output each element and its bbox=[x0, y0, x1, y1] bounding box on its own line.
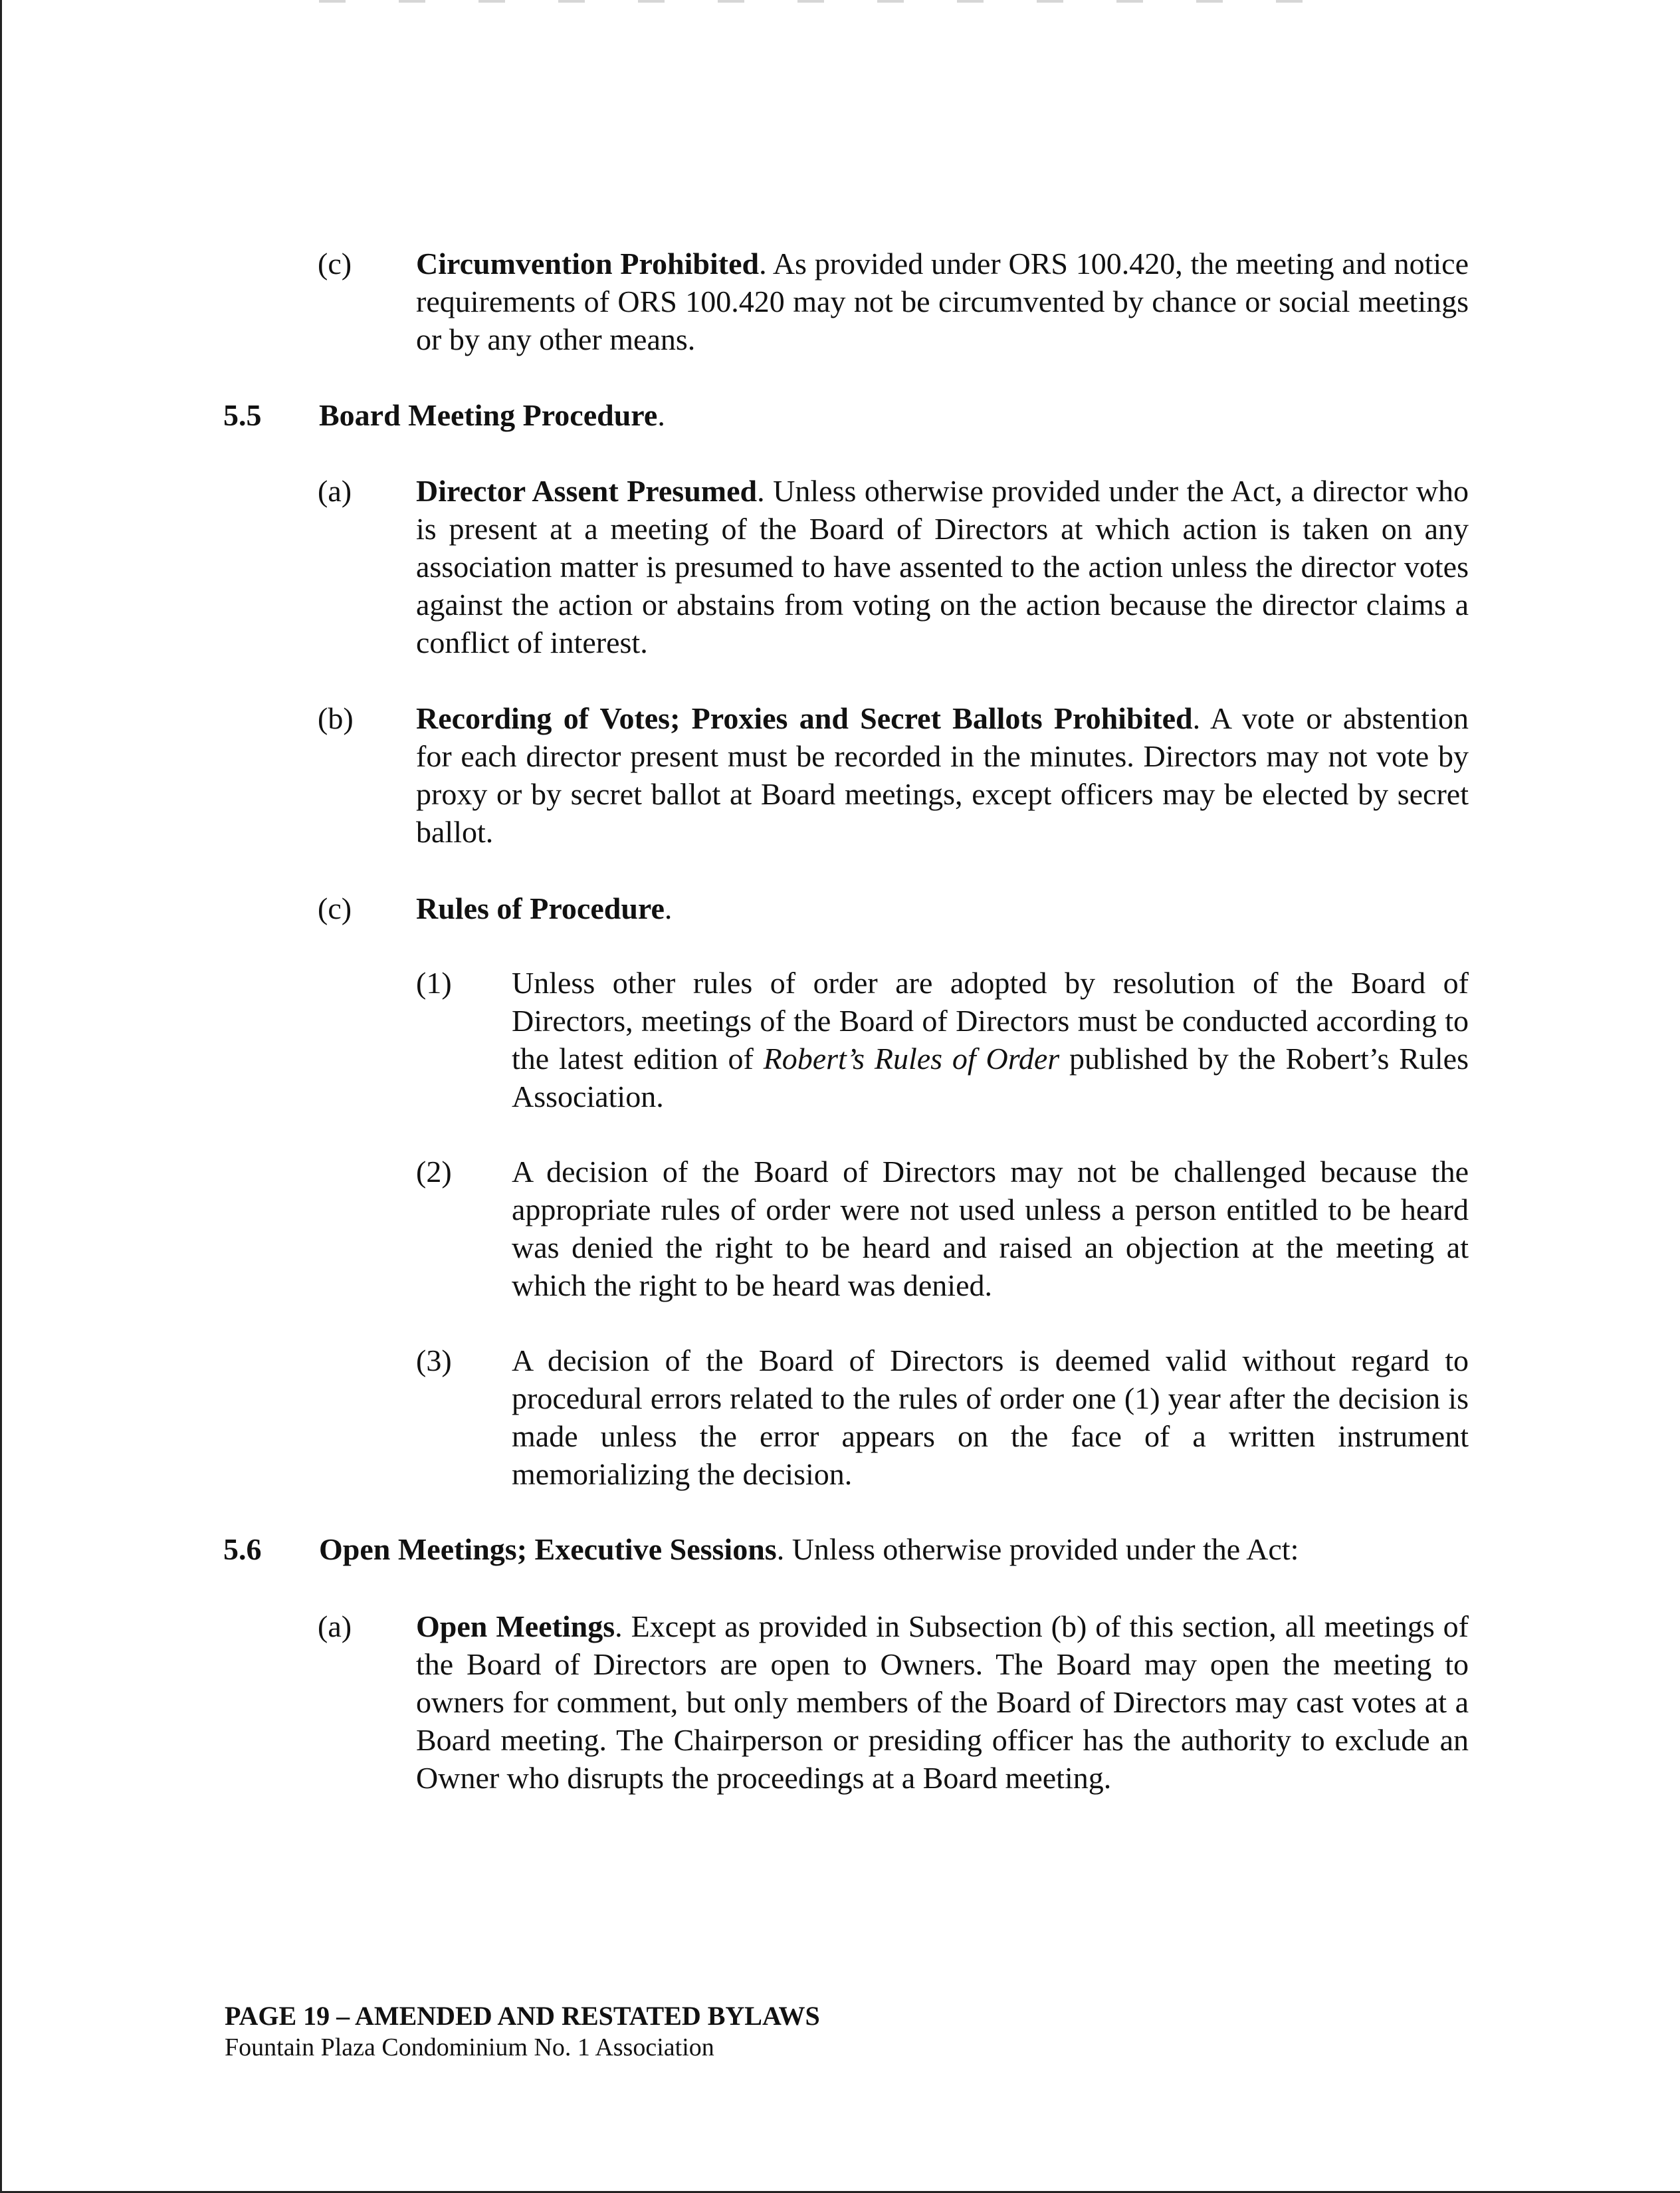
item-label-a: (a) bbox=[318, 474, 352, 508]
item-label-c-2: (c) bbox=[318, 891, 352, 925]
section-heading-open-meetings bbox=[319, 1530, 1299, 1568]
footer-association-name: Fountain Plaza Condominium No. 1 Association bbox=[225, 2033, 714, 2061]
subparagraph-decision-valid: A decision of the Board of Directors is deemed valid without regard to procedural errors related to the rules of order one (1) year after the decision is made unless the error appears on the face of a written instrument memorializing the decision. bbox=[512, 1343, 1469, 1491]
paragraph-recording-of-votes bbox=[416, 699, 1469, 851]
subparagraph-text-before: Unless other rules of order are adopted by resolution of the Board of Directors, meetings of the Board of Directors must be conducted according to the latest edition of bbox=[512, 966, 1469, 1076]
section-text: . Unless otherwise provided under the Act: bbox=[776, 1532, 1299, 1566]
footer-page-title: PAGE 19 – AMENDED AND RESTATED BYLAWS bbox=[225, 2001, 820, 2031]
item-label-c: (c) bbox=[318, 247, 352, 281]
paragraph-open-meetings bbox=[416, 1607, 1469, 1797]
section-title: Open Meetings; Executive Sessions bbox=[319, 1532, 777, 1566]
item-label-b: (b) bbox=[318, 701, 354, 735]
paragraph-title: Director Assent Presumed bbox=[416, 474, 758, 508]
scan-edge-left bbox=[0, 0, 2, 2193]
paragraph-text: . As provided under ORS 100.420, the meeting and notice requirements of ORS 100.420 may not be circumvented by chance or social meetings or by any other means. bbox=[416, 247, 1469, 356]
paragraph-title: Rules of Procedure bbox=[416, 891, 665, 925]
paragraph-title: Recording of Votes; Proxies and Secret Ballots Prohibited bbox=[416, 701, 1193, 735]
subparagraph-decision-challenge: A decision of the Board of Directors may not be challenged because the appropriate rules of order were not used unless a person entitled to be heard was denied the right to be heard and raised an objection at the meeting at which the right to be heard was denied. bbox=[512, 1155, 1469, 1302]
subparagraph-rules-of-order bbox=[512, 964, 1469, 1115]
scan-top-artifact bbox=[319, 0, 1316, 3]
subitem-label-3: (3) bbox=[416, 1343, 452, 1377]
paragraph-director-assent-presumed bbox=[416, 472, 1469, 661]
paragraph-circumvention-prohibited bbox=[416, 245, 1469, 358]
subitem-label-1: (1) bbox=[416, 966, 452, 1000]
section-title-end: . bbox=[657, 398, 665, 432]
section-title: Board Meeting Procedure bbox=[319, 398, 658, 432]
paragraph-rules-of-procedure bbox=[416, 889, 1469, 927]
item-label-a-2: (a) bbox=[318, 1609, 352, 1643]
subparagraph-text-after: published by the Robert’s Rules Association. bbox=[512, 1042, 1469, 1113]
subparagraph-italic-title: Robert’s Rules of Order bbox=[763, 1042, 1060, 1076]
paragraph-text: . Except as provided in Subsection (b) of this section, all meetings of the Board of Directors are open to Owners. The Board may open the meeting to owners for comment, but only members of the Board of Directors may cast votes at a Board meeting. The Chairperson or presiding officer has the authority to exclude an Owner who disrupts the proceedings at a Board meeting. bbox=[416, 1609, 1469, 1795]
section-number-5-5: 5.5 bbox=[223, 398, 262, 432]
section-heading-board-meeting-procedure bbox=[319, 396, 665, 434]
paragraph-text: . A vote or abstention for each director present must be recorded in the minutes. Directors may not vote by proxy or by secret ballot at Board meetings, except officers may be elected by secret ballot. bbox=[416, 701, 1469, 849]
paragraph-title: Circumvention Prohibited bbox=[416, 247, 760, 281]
paragraph-text: . Unless otherwise provided under the Act, a director who is present at a meeting of the Board of Directors at which action is taken on any association matter is presumed to have assented to the action unless the director votes against the action or abstains from voting on the action because the director claims a conflict of interest. bbox=[416, 474, 1469, 659]
paragraph-title-end: . bbox=[664, 891, 673, 925]
paragraph-title: Open Meetings bbox=[416, 1609, 615, 1643]
subitem-label-2: (2) bbox=[416, 1155, 452, 1189]
section-number-5-6: 5.6 bbox=[223, 1532, 262, 1566]
